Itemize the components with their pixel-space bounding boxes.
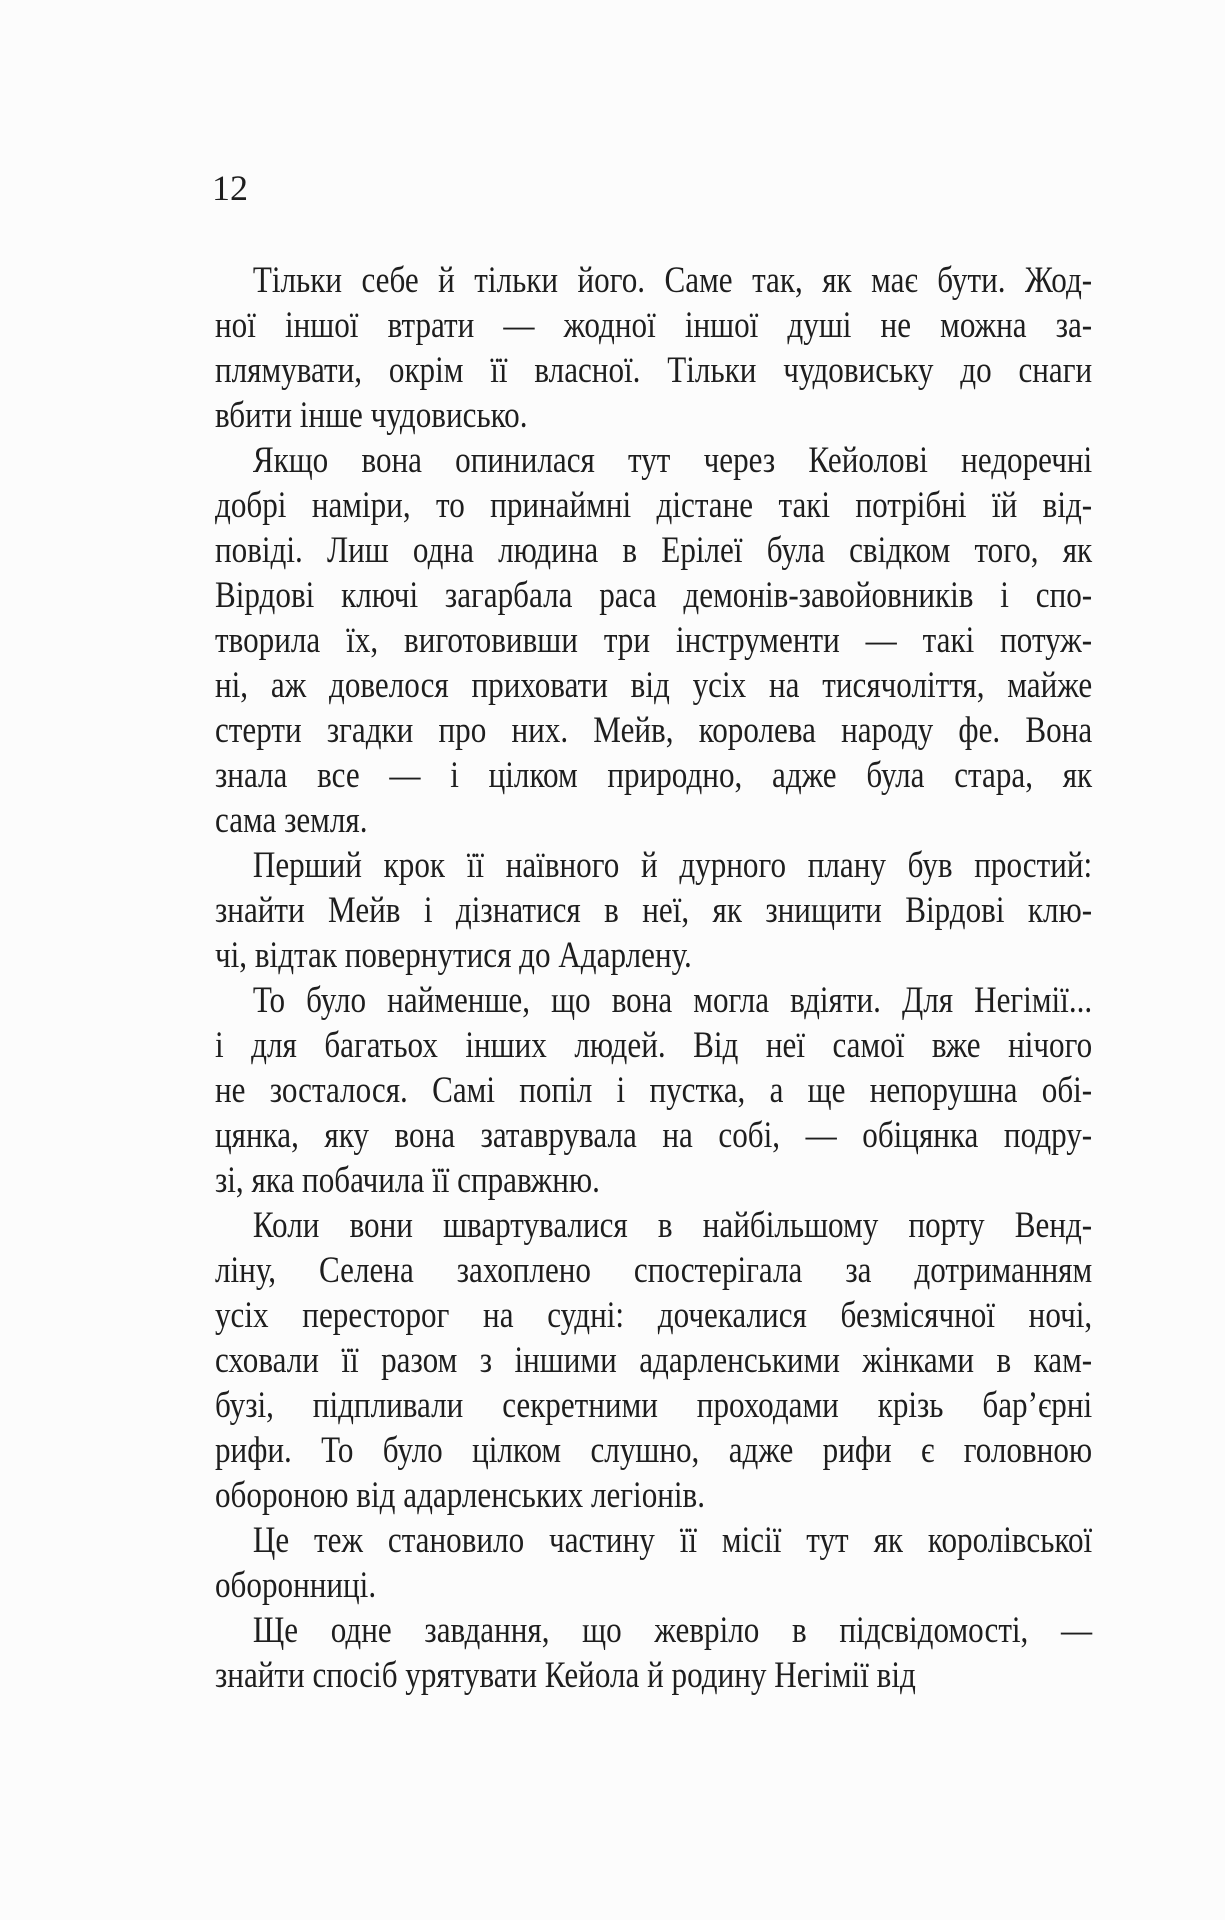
- text-line: повіді. Лиш одна людина в Ерілеї була свідком того, як: [215, 530, 1093, 571]
- text-line: сама земля.: [215, 800, 368, 841]
- text-line: добрі наміри, то принаймні дістане такі потрібні їй від-: [215, 485, 1093, 526]
- text-line: усіх пересторог на судні: дочекалися безмісячної ночі,: [215, 1295, 1093, 1336]
- text-line: вбити інше чудовисько.: [215, 395, 528, 436]
- text-line: цянка, яку вона затаврувала на собі, — обіцянка подру-: [215, 1115, 1093, 1156]
- page-number: 12: [212, 168, 248, 208]
- text-line: То було найменше, що вона могла вдіяти. Для Негімії...: [252, 980, 1093, 1021]
- text-line: творила їх, виготовивши три інструменти — такі потуж-: [215, 620, 1093, 661]
- text-line: Ще одне завдання, що жевріло в підсвідомості, —: [252, 1610, 1093, 1651]
- text-line: Якщо вона опинилася тут через Кейолові недоречні: [252, 440, 1093, 481]
- text-line: Тільки себе й тільки його. Саме так, як має бути. Жод-: [252, 260, 1093, 301]
- text-line: чі, відтак повернутися до Адарлену.: [215, 935, 692, 976]
- text-line: не зосталося. Самі попіл і пустка, а ще непорушна обі-: [215, 1070, 1093, 1111]
- paragraph: [215, 1518, 1092, 1608]
- text-line: Вірдові ключі загарбала раса демонів-завойовників і спо-: [215, 575, 1093, 616]
- text-line: зі, яка побачила її справжню.: [215, 1160, 600, 1201]
- text-line: ні, аж довелося приховати від усіх на тисячоліття, майже: [215, 665, 1093, 706]
- paragraph: [215, 978, 1092, 1203]
- paragraph: [215, 1608, 1092, 1698]
- text-line: Коли вони швартувалися в найбільшому порту Венд-: [252, 1205, 1093, 1246]
- text-line: знайти спосіб урятувати Кейола й родину Негімії від: [215, 1655, 916, 1696]
- paragraph: [215, 438, 1092, 843]
- paragraph: [215, 258, 1092, 438]
- text-line: і для багатьох інших людей. Від неї самої вже нічого: [215, 1025, 1093, 1066]
- text-line: сховали її разом з іншими адарленськими жінками в кам-: [215, 1340, 1093, 1381]
- paragraph: [215, 1203, 1092, 1518]
- text-line: знала все — і цілком природно, адже була стара, як: [215, 755, 1093, 796]
- text-line: ної іншої втрати — жодної іншої душі не можна за-: [215, 305, 1093, 346]
- paragraph: [215, 843, 1092, 978]
- text-line: обороною від адарленських легіонів.: [215, 1475, 706, 1516]
- text-line: стерти згадки про них. Мейв, королева народу фе. Вона: [215, 710, 1093, 751]
- body-text-column: [215, 258, 1092, 1698]
- text-line: знайти Мейв і дізнатися в неї, як знищити Вірдові клю-: [215, 890, 1093, 931]
- text-line: рифи. То було цілком слушно, адже рифи є головною: [215, 1430, 1093, 1471]
- text-line: бузі, підпливали секретними проходами крізь бар’єрні: [215, 1385, 1093, 1426]
- text-line: Перший крок її наївного й дурного плану був простий:: [252, 845, 1093, 886]
- text-line: ліну, Селена захоплено спостерігала за дотриманням: [215, 1250, 1093, 1291]
- text-line: оборонниці.: [215, 1565, 377, 1606]
- text-line: плямувати, окрім її власної. Тільки чудовиську до снаги: [215, 350, 1093, 391]
- text-line: Це теж становило частину її місії тут як королівської: [252, 1520, 1093, 1561]
